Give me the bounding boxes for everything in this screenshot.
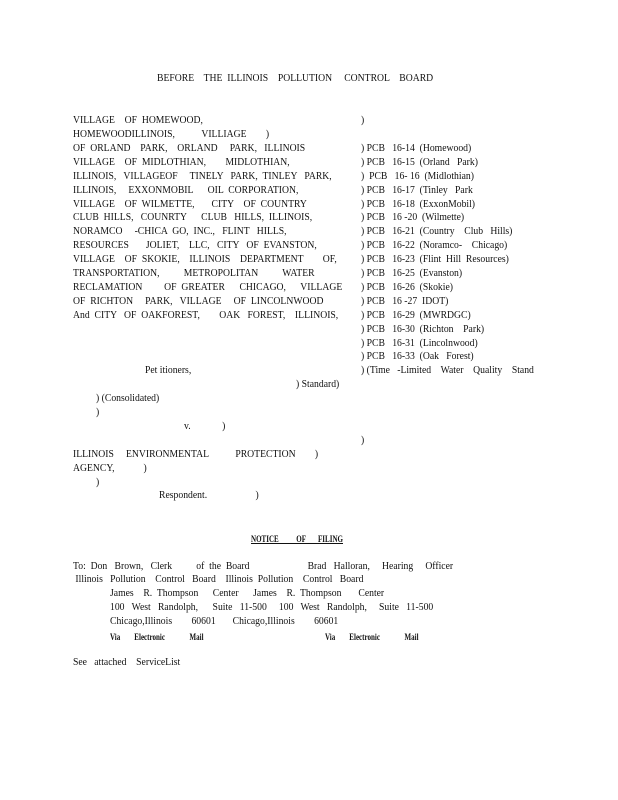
service-line: Illinois Pollution Control Board Illinois Pollution Control Board (73, 573, 364, 585)
respondent-agency-line: AGENCY, ) (73, 462, 147, 474)
caption-left-line: VILLAGE OF MIDLOTHIAN, MIDLOTHIAN, (73, 156, 290, 168)
document-heading: BEFORE THE ILLINOIS POLLUTION CONTROL BOARD (157, 72, 434, 84)
caption-left-line: OF ORLAND PARK, ORLAND PARK, ILLINOIS (73, 142, 306, 154)
caption-left-line: VILLAGE OF HOMEWOOD, (73, 114, 203, 126)
caption-right-line: ) PCB 16- 16 (Midlothian) (361, 170, 474, 182)
service-line: To: Don Brown, Clerk of the Board Brad Halloran, Hearing Officer (73, 560, 454, 572)
caption-left-line: RECLAMATION OF GREATER CHICAGO, VILLAGE (73, 281, 343, 293)
caption-right-line: ) (Time -Limited Water Quality Stand (361, 364, 534, 376)
caption-paren: ) (361, 434, 365, 446)
caption-left-line: RESOURCES JOLIET, LLC, CITY OF EVANSTON, (73, 239, 317, 251)
respondent-agency-line: ILLINOIS ENVIRONMENTAL PROTECTION ) (73, 448, 319, 460)
caption-right-line: ) PCB 16-33 (Oak Forest) (361, 350, 474, 362)
caption-left-line: VILLAGE OF SKOKIE, ILLINOIS DEPARTMENT OF, (73, 253, 337, 265)
via-electronic-mail-left: Via Electronic Mail (110, 632, 204, 642)
caption-left-line: VILLAGE OF WILMETTE, CITY OF COUNTRY (73, 198, 307, 210)
caption-right-line: ) PCB 16-31 (Lincolnwood) (361, 337, 478, 349)
caption-right-line: ) PCB 16-21 (Country Club Hills) (361, 225, 513, 237)
caption-right-line: ) PCB 16-22 (Noramco- Chicago) (361, 239, 508, 251)
caption-right-line: ) PCB 16-14 (Homewood) (361, 142, 472, 154)
caption-left-line: ILLINOIS, EXXONMOBIL OIL CORPORATION, (73, 184, 299, 196)
petitioners-label: Pet itioners, (145, 364, 192, 376)
caption-right-line: ) (361, 114, 365, 126)
caption-left-line: ILLINOIS, VILLAGEOF TINELY PARK, TINLEY PARK, (73, 170, 332, 182)
caption-left-line: CLUB HILLS, COUNRTY CLUB HILLS, ILLINOIS, (73, 211, 313, 223)
caption-right-line: ) PCB 16-30 (Richton Park) (361, 323, 485, 335)
caption-right-line: ) PCB 16 -20 (Wilmette) (361, 211, 465, 223)
caption-right-line: ) PCB 16-23 (Flint Hill Resources) (361, 253, 509, 265)
caption-right-line: ) PCB 16-17 (Tinley Park (361, 184, 473, 196)
caption-left-line: NORAMCO -CHICA GO, INC., FLINT HILLS, (73, 225, 287, 237)
caption-left-line: And CITY OF OAKFOREST, OAK FOREST, ILLINOIS, (73, 309, 339, 321)
caption-right-line: ) PCB 16-18 (ExxonMobil) (361, 198, 476, 210)
caption-right-line: ) PCB 16-15 (Orland Park) (361, 156, 478, 168)
consolidated-label: ) (Consolidated) (96, 392, 160, 404)
versus-label: v. ) (184, 420, 226, 432)
caption-paren: ) (96, 406, 100, 418)
caption-paren: ) (96, 476, 100, 488)
service-line: 100 West Randolph, Suite 11-500 100 West Randolph, Suite 11-500 (110, 601, 434, 613)
service-list-note: See attached ServiceList (73, 656, 181, 668)
respondent-label: Respondent. ) (159, 489, 259, 501)
service-line: James R. Thompson Center James R. Thompson Center (110, 587, 385, 599)
caption-right-line: ) PCB 16-29 (MWRDGC) (361, 309, 471, 321)
caption-left-line: HOMEWOODILLINOIS, VILLIAGE ) (73, 128, 270, 140)
caption-left-line: TRANSPORTATION, METROPOLITAN WATER (73, 267, 315, 279)
standard-continuation: ) Standard) (296, 378, 340, 390)
notice-of-filing-title: NOTICE OF FILING (251, 534, 343, 544)
via-electronic-mail-right: Via Electronic Mail (325, 632, 419, 642)
caption-left-line: OF RICHTON PARK, VILLAGE OF LINCOLNWOOD (73, 295, 324, 307)
caption-right-line: ) PCB 16-26 (Skokie) (361, 281, 453, 293)
caption-right-line: ) PCB 16 -27 IDOT) (361, 295, 449, 307)
caption-right-line: ) PCB 16-25 (Evanston) (361, 267, 463, 279)
service-line: Chicago,Illinois 60601 Chicago,Illinois 60601 (110, 615, 339, 627)
